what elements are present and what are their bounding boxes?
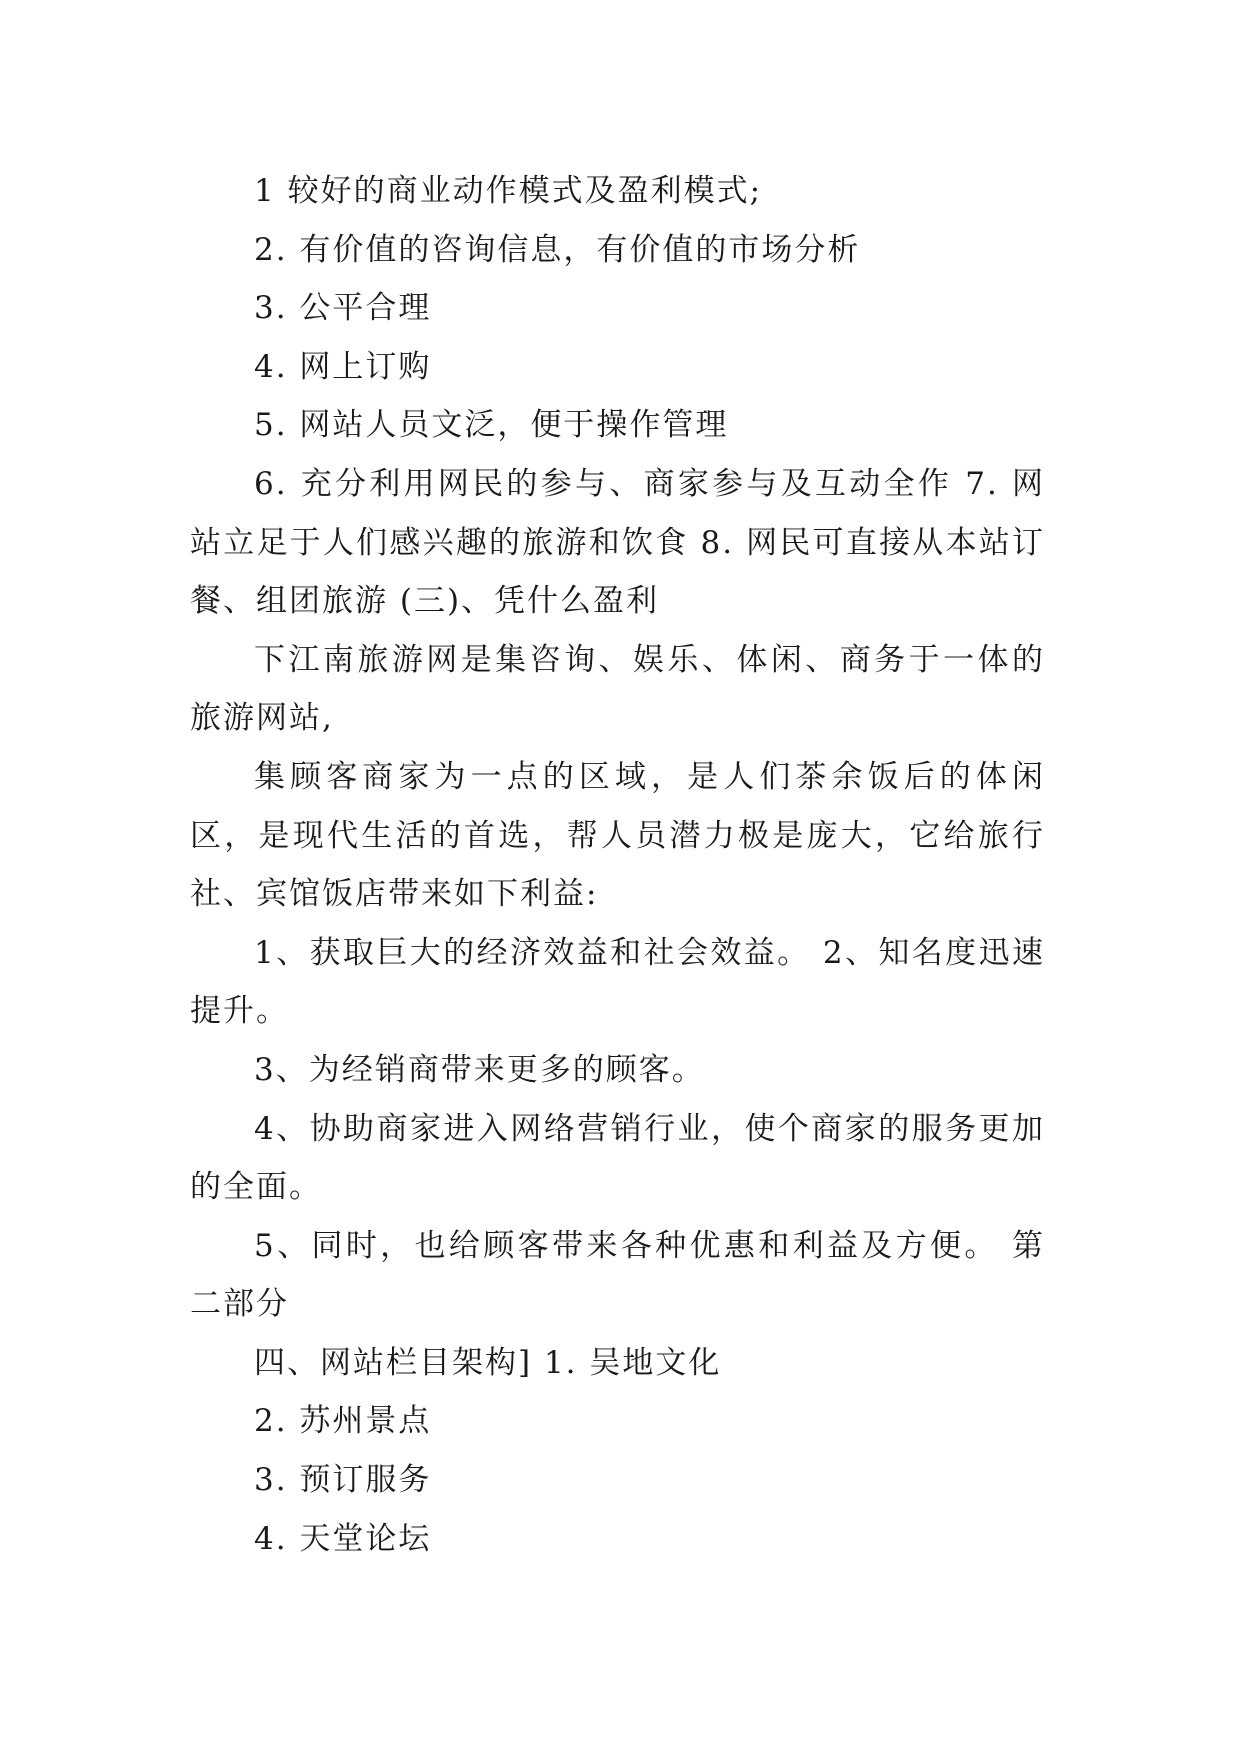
paragraph-1: 1 较好的商业动作模式及盈利模式;: [254, 173, 763, 209]
paragraph-15: 3. 预订服务: [254, 1462, 432, 1499]
paragraph-8: 集顾客商家为一点的区域，是人们茶余饭后的体闲区，是现代生活的首选，帮人员潜力极是庞大，它给旅行社、宾馆饭店带来如下利益:: [190, 758, 1045, 913]
paragraph-14: 2. 苏州景点: [254, 1403, 432, 1440]
paragraph-4: 4. 网上订购: [254, 348, 432, 385]
paragraph-3: 3. 公平合理: [254, 290, 432, 327]
paragraph-7: 下江南旅游网是集咨询、娱乐、体闲、商务于一体的旅游网站,: [190, 641, 1045, 737]
paragraph-13: 四、网站栏目架构] 1. 吴地文化: [254, 1344, 722, 1381]
paragraph-11: 4、协助商家进入网络营销行业，使个商家的服务更加的全面。: [190, 1110, 1045, 1206]
paragraph-9: 1、获取巨大的经济效益和社会效益。 2、知名度迅速提升。: [190, 934, 1045, 1030]
document-body: [190, 162, 1045, 1568]
paragraph-6: 6. 充分利用网民的参与、商家参与及互动全作 7. 网站立足于人们感兴趣的旅游和饮食 8. 网民可直接从本站订餐、组团旅游 (三)、凭什么盈利: [190, 465, 1045, 620]
paragraph-10: 3、为经销商带来更多的顾客。: [254, 1051, 705, 1088]
paragraph-16: 4. 天堂论坛: [254, 1520, 432, 1557]
paragraph-12: 5、同时，也给顾客带来各种优惠和利益及方便。 第二部分: [190, 1227, 1045, 1323]
paragraph-2: 2. 有价值的咨询信息，有价值的市场分析: [254, 231, 861, 268]
paragraph-5: 5. 网站人员文泛，便于操作管理: [254, 407, 729, 444]
